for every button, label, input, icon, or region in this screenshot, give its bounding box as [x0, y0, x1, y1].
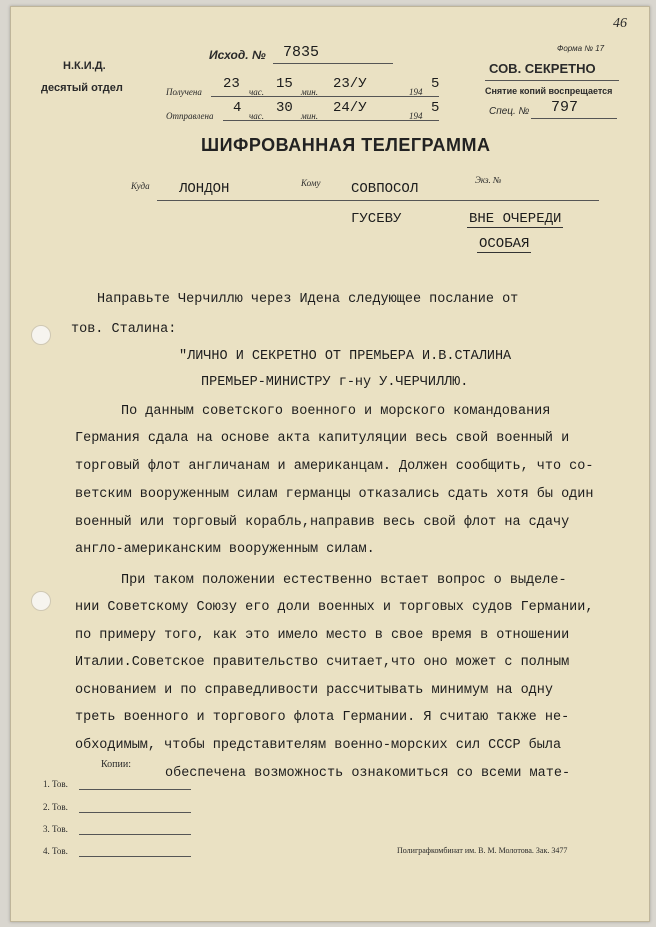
copies-label: Копии:	[101, 759, 132, 770]
body-line-15: основанием и по справедливости рассчитывать минимум на одну	[75, 683, 553, 698]
sent-min-label: мин.	[301, 111, 318, 121]
received-hour-label: час.	[249, 87, 265, 97]
page-number: 46	[613, 16, 627, 31]
copy-note: Снятие копий воспрещается	[485, 86, 613, 96]
org-name: Н.К.И.Д.	[63, 60, 106, 72]
body-line-14: Италии.Советское правительство считает,что оно может с полным	[75, 655, 570, 670]
whom-value: СОВПОСОЛ	[351, 181, 419, 197]
body-line-4: ПРЕМЬЕР-МИНИСТРУ г-ну У.ЧЕРЧИЛЛЮ.	[201, 375, 469, 390]
outgoing-number: 7835	[283, 44, 320, 61]
body-line-13: по примеру того, как это имело место в свое время в отношении	[75, 628, 570, 643]
copy-label: Экз. №	[475, 175, 502, 185]
document-title: ШИФРОВАННАЯ ТЕЛЕГРАММА	[201, 135, 491, 155]
sent-hour-label: час.	[249, 111, 265, 121]
body-line-11: При таком положении естественно встает вопрос о выделе-	[121, 573, 567, 588]
sent-hour: 4	[233, 100, 242, 116]
copy-line-3	[79, 834, 191, 835]
whom-label: Кому	[301, 178, 321, 188]
sent-underline	[223, 120, 439, 121]
received-minute: 15	[276, 76, 293, 92]
body-line-2: тов. Сталина:	[71, 322, 177, 337]
body-line-1: Направьте Черчиллю через Идена следующее послание от	[97, 292, 519, 307]
body-line-10: англо-американским вооруженным силам.	[75, 542, 375, 557]
secrecy-underline	[485, 80, 619, 81]
secrecy-stamp: СОВ. СЕКРЕТНО	[489, 61, 596, 76]
body-line-7: торговый флот англичанам и американцам. Должен сообщить, что со-	[75, 459, 594, 474]
body-line-5: По данным советского военного и морского командования	[121, 404, 551, 419]
body-line-8: ветским вооруженным силам германцы отказались сдать хотя бы один	[75, 487, 594, 502]
recipient: ГУСЕВУ	[351, 211, 402, 227]
copy-line-1	[79, 789, 191, 790]
received-year-digit: 5	[431, 76, 440, 92]
body-line-12: нии Советскому Союзу его доли военных и торговых судов Германии,	[75, 600, 594, 615]
body-line-3: "ЛИЧНО И СЕКРЕТНО ОТ ПРЕМЬЕРА И.В.СТАЛИНА	[179, 349, 512, 364]
where-label: Куда	[131, 181, 150, 191]
sent-label: Отправлена	[166, 111, 214, 121]
outgoing-label: Исход. №	[209, 48, 266, 62]
copy-line-4	[79, 856, 191, 857]
where-value: ЛОНДОН	[179, 181, 230, 197]
received-min-label: мин.	[301, 87, 318, 97]
sent-year-digit: 5	[431, 100, 440, 116]
copy-line-1-label: 1. Тов.	[43, 779, 68, 789]
body-line-18: обеспечена возможность ознакомиться со всеми мате-	[165, 766, 571, 781]
printer-imprint: Полиграфкомбинат им. В. М. Молотова. Зак. 3477	[397, 846, 568, 855]
body-line-9: военный или торговый корабль,направив весь свой флот на сдачу	[75, 515, 570, 530]
copy-line-2	[79, 812, 191, 813]
spec-underline	[531, 118, 617, 119]
received-label: Получена	[166, 87, 202, 97]
received-year: 194	[409, 87, 423, 97]
spec-number: 797	[551, 99, 579, 116]
received-underline	[211, 96, 439, 97]
copy-line-3-label: 3. Тов.	[43, 824, 68, 834]
document-page	[10, 6, 650, 922]
punch-hole-bottom	[31, 591, 51, 611]
body-line-6: Германия сдала на основе акта капитуляции весь свой военный и	[75, 431, 570, 446]
body-line-16: треть военного и торгового флота Германии. Я считаю также не-	[75, 710, 570, 725]
body-line-17: обходимым, чтобы представителям военно-морских сил СССР была	[75, 738, 562, 753]
spec-label: Спец. №	[489, 106, 530, 117]
copy-line-2-label: 2. Тов.	[43, 802, 68, 812]
sent-year: 194	[409, 111, 423, 121]
copy-line-4-label: 4. Тов.	[43, 846, 68, 856]
address-underline	[157, 200, 599, 201]
priority-mark: ВНЕ ОЧЕРЕДИ	[469, 211, 562, 227]
punch-hole-top	[31, 325, 51, 345]
form-number: Форма № 17	[557, 44, 605, 53]
outgoing-underline	[273, 63, 393, 64]
special-mark: ОСОБАЯ	[479, 236, 530, 252]
department: десятый отдел	[41, 82, 123, 94]
sent-date: 24/У	[333, 100, 367, 116]
received-date: 23/У	[333, 76, 367, 92]
received-hour: 23	[223, 76, 240, 92]
sent-minute: 30	[276, 100, 293, 116]
